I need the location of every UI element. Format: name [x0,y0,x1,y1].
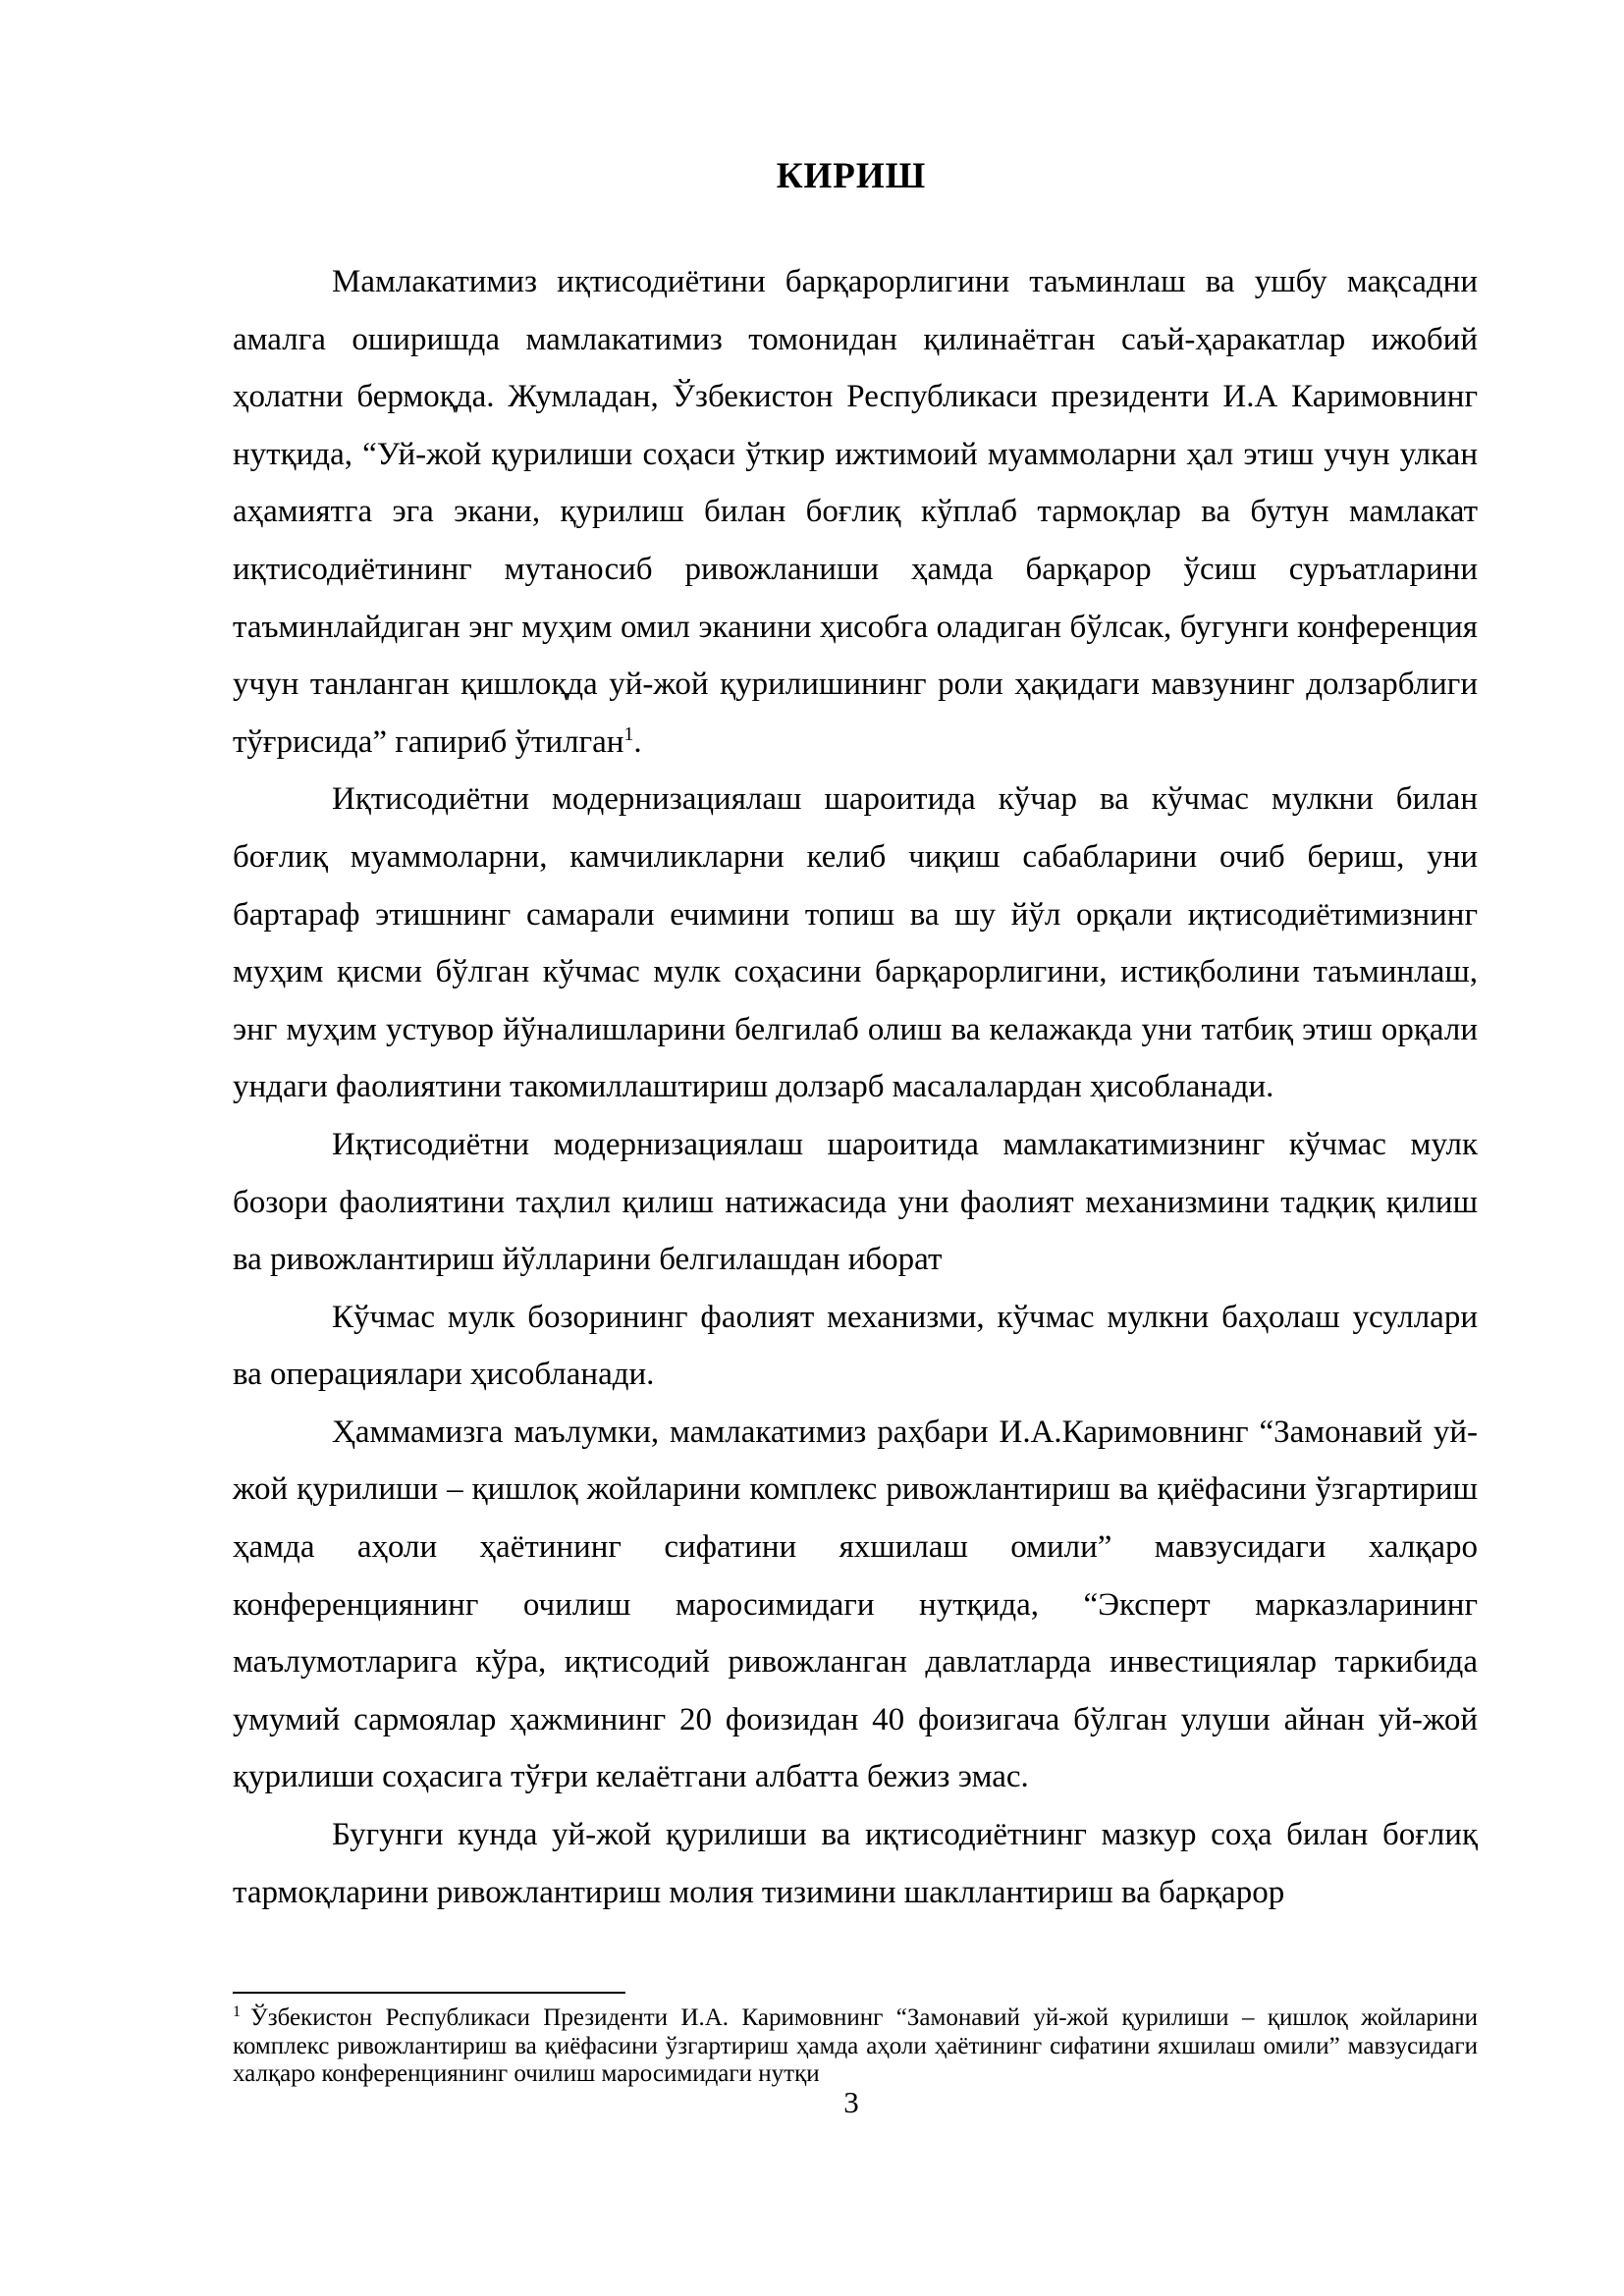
paragraph-2: Иқтисодиётни модернизациялаш шароитида кўчар ва кўчмас мулкни билан боғлиқ муаммоларни, камчиликларни келиб чиқиш сабабларини очиб бериш, уни бартараф этишнинг самарали ечимини топиш ва шу йўл орқали иқтисодиётимизнинг муҳим қисми бўлган кўчмас мулк соҳасини барқарорлигини, истиқболини таъминлаш, энг муҳим устувор йўналишларини белгилаб олиш ва келажакда уни татбиқ этиш орқали ундаги фаолиятини такомиллаштириш долзарб масалалардан ҳисобланади. [233,781,1478,1105]
page-number: 3 [843,2085,859,2119]
paragraph-5: Ҳаммамизга маълумки, мамлакатимиз раҳбари И.А.Каримовнинг “Замонавий уй-жой қурилиши – қишлоқ жойларини комплекс ривожлантириш ва қиёфасини ўзгартириш ҳамда аҳоли ҳаётининг сифатини яхшилаш омили” мавзусидаги халқаро конференциянинг очилиш маросимидаги нутқида, “Эксперт марказларининг маълумотларига кўра, иқтисодий ривожланган давлатларда инвестициялар таркибида умумий сармоялар ҳажмининг 20 фоизидан 40 фоизигача бўлган улуши айнан уй-жой қурилиши соҳасига тўғри келаётгани албатта бежиз эмас. [233,1414,1478,1795]
footnote-marker: 1 [233,2002,241,2020]
paragraph-6: Бугунги кунда уй-жой қурилиши ва иқтисодиётнинг мазкур соҳа билан боғлиқ тармоқларини ривожлантириш молия тизимини шакллантириш ва барқарор [233,1817,1478,1910]
paragraph-1 [233,253,1478,771]
paragraph-3: Иқтисодиётни модернизациялаш шароитида мамлакатимизнинг кўчмас мулк бозори фаолиятини таҳлил қилиш натижасида уни фаолият механизмини тадқиқ қилиш ва ривожлантириш йўлларини белгилашдан иборат [233,1126,1478,1278]
body-text [233,253,1478,1921]
footnote-reference: 1 [623,722,634,745]
footnote-text: Ўзбекистон Республикаси Президенти И.А. Каримовнинг “Замонавий уй-жой қурилиши – қишлоқ жойларини комплекс ривожлантириш ва қиёфасини ўзгартириш ҳамда аҳоли ҳаётининг сифатини яхшилаш омили” мавзусидаги халқаро конференциянинг очилиш маросимидаги нутқи [233,2004,1478,2087]
paragraph-1-tail: . [633,723,642,760]
paragraph-4: Кўчмас мулк бозорининг фаолият механизми, кўчмас мулкни баҳолаш усуллари ва операциялари ҳисобланади. [233,1299,1478,1393]
paragraph-1-text: Мамлакатимиз иқтисодиётини барқарорлигини таъминлаш ва ушбу мақсадни амалга оширишда мамлакатимиз томонидан қилинаётган саъй-ҳаракатлар ижобий ҳолатни бермоқда. Жумладан, Ўзбекистон Республикаси президенти И.А Каримовнинг нутқида, “Уй-жой қурилиши соҳаси ўткир ижтимоий муаммоларни ҳал этиш учун улкан аҳамиятга эга экани, қурилиш билан боғлиқ кўплаб тармоқлар ва бутун мамлакат иқтисодиётининг мутаносиб ривожланиши ҳамда барқарор ўсиш суръатларини таъминлайдиган энг муҳим омил эканини ҳисобга оладиган бўлсак, бугунги конференция учун танланган қишлоқда уй-жой қурилишининг роли ҳақидаги мавзунинг долзарблиги тўғрисида” гапириб ўтилган [233,264,1478,760]
page-title: КИРИШ [776,156,927,196]
footnote-separator [233,1992,625,1994]
footnote [233,2004,1478,2089]
